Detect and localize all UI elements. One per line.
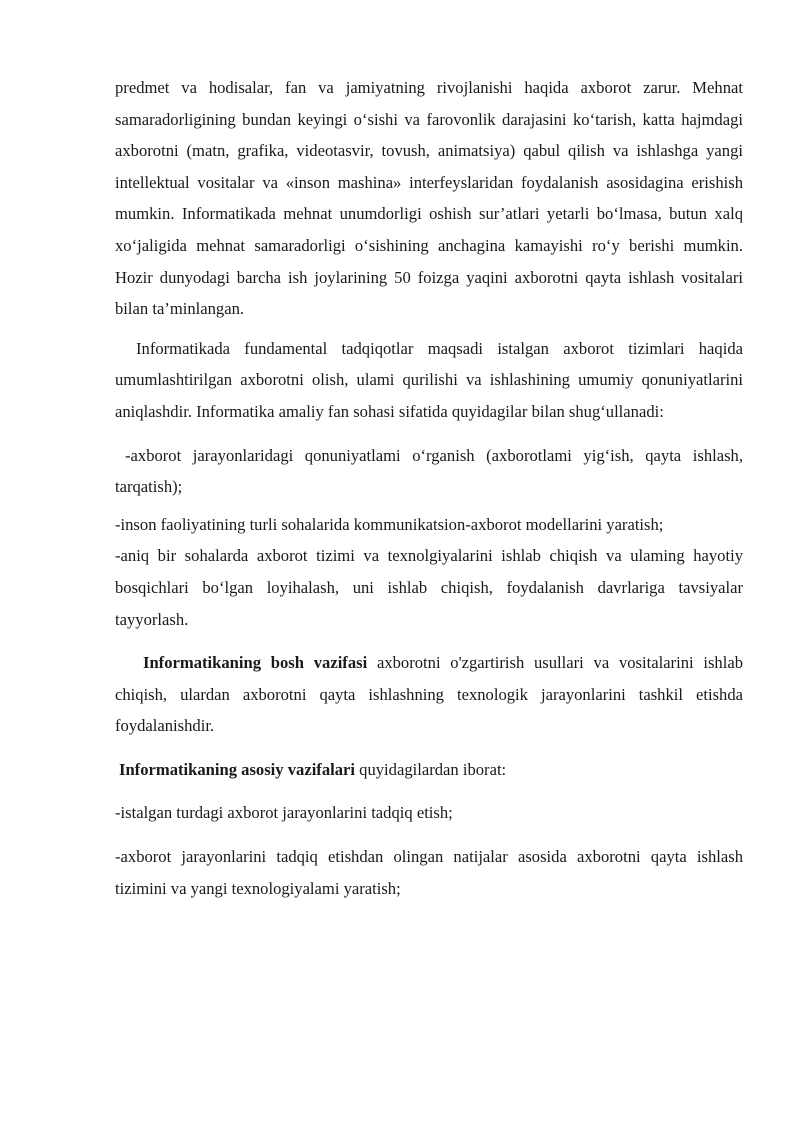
basic-tasks-heading: Informatikaning asosiy vazifalari	[119, 759, 356, 779]
list-item-information-systems: -aniq bir sohalarda axborot tizimi va texnolgiyalarini ishlab chiqish va ulaming hayotiy bosqichlari bo‘lgan loyihalash, uni ishlab chiqish, foydalanish davrlariga tavsiyalar tayyorlash.	[115, 546, 743, 629]
list-item-communication-models: -inson faoliyatining turli sohalarida kommunikatsion-axborot modellarini yaratish;	[115, 514, 664, 534]
paragraph-main-task	[115, 647, 743, 742]
list-item-research-processes: -istalgan turdagi axborot jarayonlarini tadqiq etish;	[115, 803, 453, 823]
paragraph-basic-tasks	[115, 754, 743, 786]
list-item-new-technologies: -axborot jarayonlarini tadqiq etishdan olingan natijalar asosida axborotni qayta ishlash tizimini va yangi texnologiyalami yaratish;	[115, 847, 743, 898]
paragraph-intro: predmet va hodisalar, fan va jamiyatning rivojlanishi haqida axborot zarur. Mehnat samaradorligining bundan keyingi o‘sishi va farovonlik darajasini ko‘tarish, katta hajmdagi axborotni (matn, grafika, videotasvir, tovush, animatsiya) qabul qilish va ishlashga yangi intellektual vositalar va «inson mashina» interfeyslaridan foydalanish asosidagina erishish mumkin. Informatikada mehnat unumdorligi oshish sur’atlari yetarli bo‘lmasa, butun xalq xo‘jaligida mehnat samaradorligi o‘sishining anchagina kamayishi ro‘y berishi mumkin. Hozir dunyodagi barcha ish joylarining 50 foizga yaqini axborotni qayta ishlash vositalari bilan ta’minlangan.	[115, 78, 743, 319]
paragraph-fundamental-research: Informatikada fundamental tadqiqotlar maqsadi istalgan axborot tizimlari haqida umumlashtirilgan axborotni olish, ulami qurilishi va ishlashining umumiy qonuniyatlarini aniqlashdir. Informatika amaliy fan sohasi sifatida quyidagilar bilan shug‘ullanadi:	[115, 338, 743, 421]
list-item-information-processes: -axborot jarayonlaridagi qonuniyatlami o‘rganish (axborotlami yig‘ish, qayta ishlash, tarqatish);	[115, 445, 743, 497]
document-page	[115, 72, 743, 904]
basic-tasks-text: quyidagilardan iborat:	[355, 759, 507, 779]
main-task-text: axborotni o'zgartirish usullari va vositalarini ishlab chiqish, ulardan axborotni qayta ishlashning texnologik jarayonlarini tashkil etishda foydalanishdir.	[115, 653, 743, 736]
main-task-heading: Informatikaning bosh vazifasi	[143, 653, 368, 673]
